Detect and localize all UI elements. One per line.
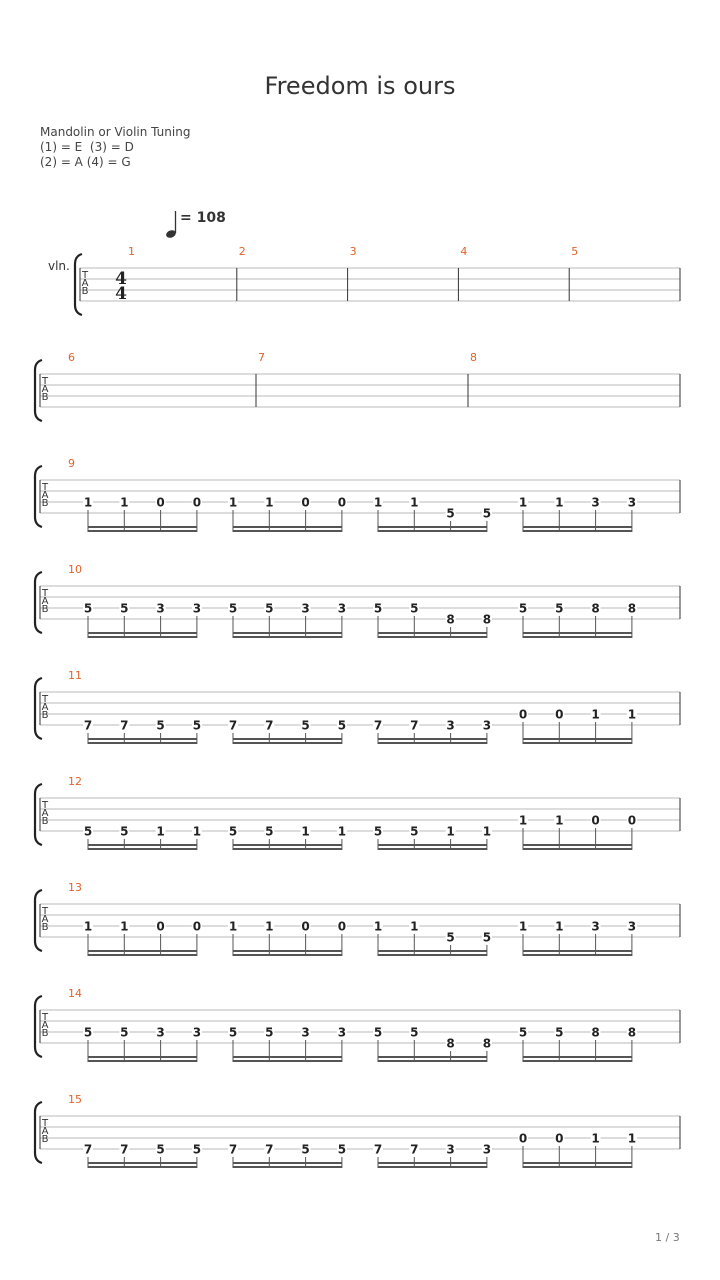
fret-number: 1	[373, 495, 383, 510]
fret-number: 7	[265, 718, 274, 733]
fret-number: 0	[192, 919, 202, 934]
measure-number: 12	[68, 775, 82, 788]
fret-number: 5	[482, 930, 492, 945]
fret-number: 5	[373, 824, 383, 839]
fret-number: 5	[518, 1025, 528, 1040]
fret-number: 1	[301, 824, 310, 839]
fret-number: 3	[156, 601, 165, 616]
fret-number: 8	[591, 601, 600, 616]
fret-number: 5	[156, 1142, 165, 1157]
measure-number: 1	[128, 245, 135, 258]
fret-number: 5	[156, 718, 165, 733]
tab-letter: B	[41, 604, 49, 615]
fret-number: 1	[627, 1131, 637, 1146]
fret-number: 8	[591, 1025, 600, 1040]
tab-letter: T	[41, 1118, 49, 1129]
page-number: 1 / 3	[655, 1231, 680, 1244]
fret-number: 3	[156, 1025, 165, 1040]
fret-number: 5	[120, 824, 129, 839]
tab-letter: B	[41, 1134, 49, 1145]
measure-number: 2	[238, 245, 246, 258]
tab-letter: B	[41, 922, 49, 933]
fret-number: 5	[446, 930, 455, 945]
fret-number: 1	[156, 824, 165, 839]
tab-letter: T	[41, 482, 49, 493]
fret-number: 0	[301, 495, 310, 510]
fret-number: 1	[482, 824, 492, 839]
fret-number: 8	[627, 601, 637, 616]
score-title: Freedom is ours	[264, 72, 456, 100]
tab-letter: T	[41, 588, 49, 599]
fret-number: 1	[83, 919, 93, 934]
fret-number: 5	[446, 506, 455, 521]
fret-number: 1	[446, 824, 455, 839]
tab-letter: A	[41, 596, 49, 607]
tab-letter: T	[41, 376, 49, 387]
fret-number: 5	[265, 601, 274, 616]
fret-number: 7	[410, 718, 419, 733]
fret-number: 5	[410, 1025, 419, 1040]
tab-letter: A	[41, 1020, 49, 1031]
fret-number: 7	[228, 1142, 238, 1157]
fret-number: 7	[83, 1142, 93, 1157]
fret-number: 0	[337, 919, 347, 934]
fret-number: 7	[265, 1142, 274, 1157]
tuning-line-2: (2) = A (4) = G	[40, 155, 131, 169]
tab-letter: A	[41, 808, 49, 819]
tuning-heading: Mandolin or Violin Tuning	[40, 125, 191, 139]
fret-number: 3	[482, 1142, 492, 1157]
fret-number: 3	[591, 919, 600, 934]
time-signature-bottom: 4	[115, 284, 127, 304]
fret-number: 0	[192, 495, 202, 510]
fret-number: 5	[337, 718, 347, 733]
fret-number: 3	[301, 1025, 310, 1040]
fret-number: 1	[120, 495, 129, 510]
fret-number: 3	[192, 1025, 202, 1040]
tab-letter: B	[81, 286, 89, 297]
fret-number: 3	[591, 495, 600, 510]
fret-number: 1	[555, 495, 564, 510]
measure-number: 13	[68, 881, 82, 894]
fret-number: 1	[627, 707, 637, 722]
fret-number: 5	[120, 601, 129, 616]
fret-number: 1	[337, 824, 347, 839]
fret-number: 5	[410, 824, 419, 839]
fret-number: 0	[518, 707, 528, 722]
fret-number: 5	[192, 1142, 202, 1157]
measure-number: 6	[68, 351, 75, 364]
fret-number: 7	[83, 718, 93, 733]
fret-number: 5	[555, 601, 564, 616]
fret-number: 5	[83, 601, 93, 616]
fret-number: 3	[446, 718, 455, 733]
fret-number: 3	[337, 1025, 347, 1040]
tab-letter: A	[41, 1126, 49, 1137]
fret-number: 8	[446, 1036, 455, 1051]
fret-number: 0	[518, 1131, 528, 1146]
fret-number: 1	[265, 919, 274, 934]
tab-letter: A	[41, 490, 49, 501]
fret-number: 0	[555, 707, 564, 722]
instrument-label: vln.	[48, 259, 70, 273]
measure-number: 9	[68, 457, 75, 470]
measure-number: 4	[460, 245, 468, 258]
fret-number: 7	[120, 718, 129, 733]
tab-letter: T	[81, 270, 89, 281]
tab-letter: T	[41, 800, 49, 811]
tab-letter: T	[41, 694, 49, 705]
fret-number: 7	[228, 718, 238, 733]
fret-number: 1	[373, 919, 383, 934]
fret-number: 5	[301, 1142, 310, 1157]
fret-number: 3	[446, 1142, 455, 1157]
tab-letter: B	[41, 816, 49, 827]
fret-number: 5	[265, 1025, 274, 1040]
fret-number: 7	[373, 718, 383, 733]
tempo-marking: = 108	[180, 210, 226, 226]
fret-number: 1	[555, 813, 564, 828]
fret-number: 7	[410, 1142, 419, 1157]
fret-number: 1	[518, 813, 528, 828]
tab-letter: B	[41, 1028, 49, 1039]
measure-number: 7	[258, 351, 265, 364]
fret-number: 5	[228, 1025, 238, 1040]
fret-number: 3	[192, 601, 202, 616]
fret-number: 3	[627, 495, 637, 510]
fret-number: 1	[228, 495, 238, 510]
fret-number: 8	[482, 612, 492, 627]
fret-number: 1	[410, 919, 419, 934]
fret-number: 5	[83, 1025, 93, 1040]
fret-number: 5	[337, 1142, 347, 1157]
fret-number: 0	[337, 495, 347, 510]
fret-number: 7	[120, 1142, 129, 1157]
fret-number: 1	[265, 495, 274, 510]
fret-number: 1	[518, 495, 528, 510]
measure-number: 5	[571, 245, 579, 258]
fret-number: 3	[301, 601, 310, 616]
fret-number: 0	[591, 813, 600, 828]
fret-number: 5	[83, 824, 93, 839]
fret-number: 0	[627, 813, 637, 828]
fret-number: 8	[482, 1036, 492, 1051]
fret-number: 5	[373, 601, 383, 616]
tab-letter: A	[41, 914, 49, 925]
tab-letter: B	[41, 710, 49, 721]
fret-number: 0	[555, 1131, 564, 1146]
fret-number: 1	[228, 919, 238, 934]
fret-number: 1	[591, 1131, 600, 1146]
fret-number: 5	[192, 718, 202, 733]
fret-number: 5	[228, 601, 238, 616]
fret-number: 5	[518, 601, 528, 616]
tab-letter: A	[41, 384, 49, 395]
measure-number: 11	[68, 669, 82, 682]
measure-number: 10	[68, 563, 82, 576]
fret-number: 1	[591, 707, 600, 722]
fret-number: 3	[482, 718, 492, 733]
fret-number: 1	[410, 495, 419, 510]
measure-number: 8	[470, 351, 477, 364]
time-signature-top: 4	[115, 269, 127, 289]
fret-number: 1	[555, 919, 564, 934]
fret-number: 5	[482, 506, 492, 521]
fret-number: 5	[228, 824, 238, 839]
fret-number: 8	[627, 1025, 637, 1040]
tuning-line-1: (1) = E (3) = D	[40, 140, 134, 154]
fret-number: 8	[446, 612, 455, 627]
measure-number: 14	[68, 987, 82, 1000]
fret-number: 5	[120, 1025, 129, 1040]
fret-number: 1	[518, 919, 528, 934]
fret-number: 1	[192, 824, 202, 839]
fret-number: 0	[156, 919, 165, 934]
tab-letter: B	[41, 498, 49, 509]
tab-letter: A	[41, 702, 49, 713]
tab-letter: T	[41, 1012, 49, 1023]
fret-number: 5	[373, 1025, 383, 1040]
tab-letter: A	[81, 278, 89, 289]
measure-number: 15	[68, 1093, 82, 1106]
fret-number: 3	[337, 601, 347, 616]
tab-letter: B	[41, 392, 49, 403]
fret-number: 5	[410, 601, 419, 616]
fret-number: 0	[301, 919, 310, 934]
fret-number: 3	[627, 919, 637, 934]
fret-number: 7	[373, 1142, 383, 1157]
fret-number: 5	[555, 1025, 564, 1040]
fret-number: 1	[120, 919, 129, 934]
fret-number: 1	[83, 495, 93, 510]
fret-number: 5	[265, 824, 274, 839]
fret-number: 5	[301, 718, 310, 733]
measure-number: 3	[349, 245, 357, 258]
fret-number: 0	[156, 495, 165, 510]
tab-letter: T	[41, 906, 49, 917]
